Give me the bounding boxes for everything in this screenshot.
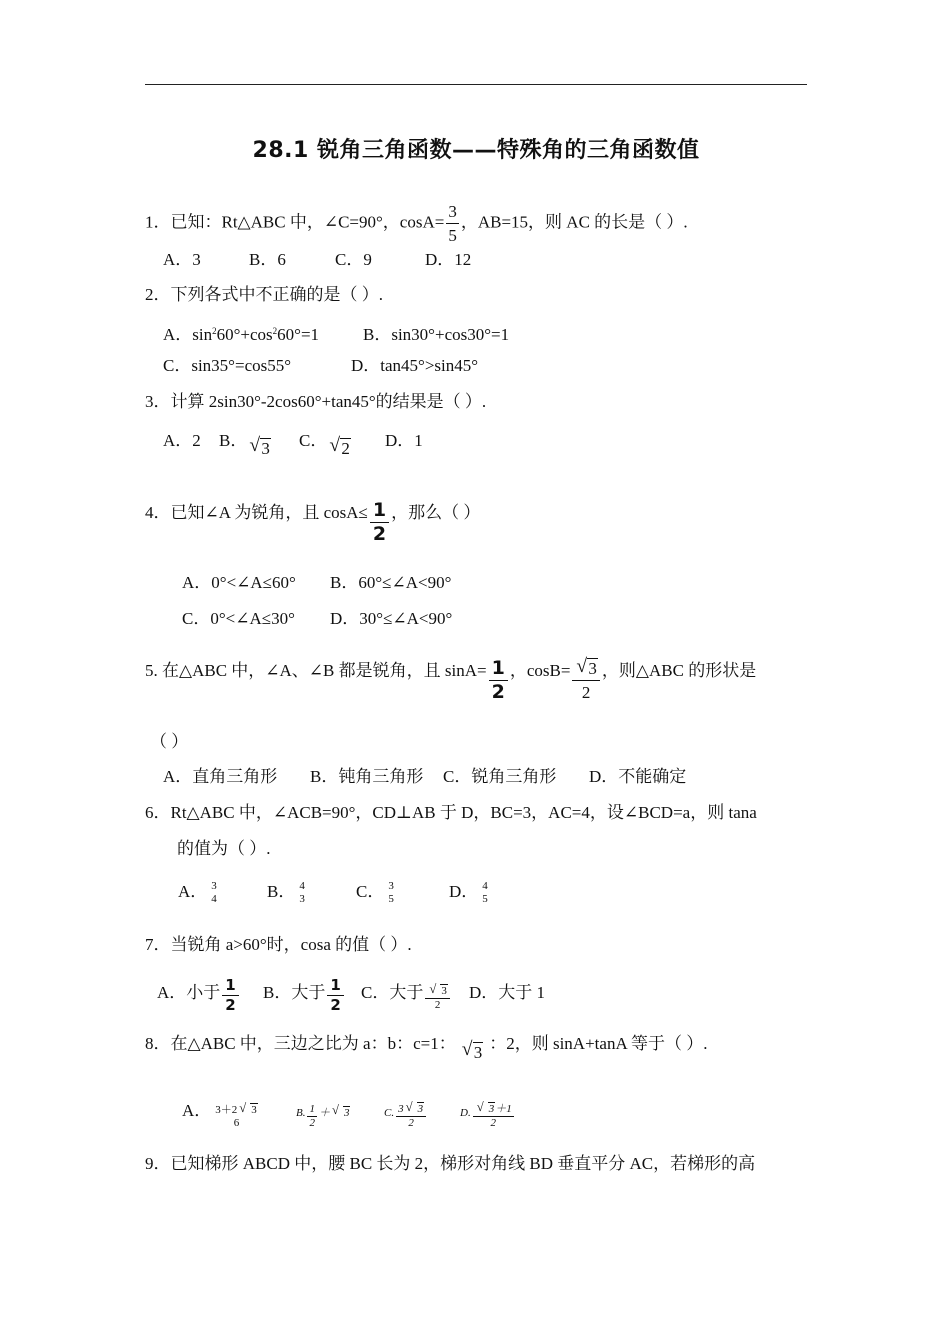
question-2-options-ab: [163, 320, 509, 346]
option-b: B. $\frac{1}{2}$ ＋ √ 3: [296, 1103, 350, 1129]
sqrt-symbol: √ 3: [239, 1101, 257, 1116]
option-c: C．大于 √ 3 2: [361, 982, 469, 1012]
sqrt-symbol: √ 3: [461, 1039, 483, 1062]
option-a: A．直角三角形: [163, 767, 278, 786]
fraction: 3 5: [388, 880, 394, 905]
option-b: B．60°≤∠A<90°: [330, 573, 452, 592]
question-8-options: [182, 1100, 516, 1130]
option-b: B． √ 3: [219, 431, 270, 458]
fraction: √ 3 2: [572, 657, 600, 704]
fraction: $\frac{1}{2}$: [370, 499, 389, 546]
option-a: A．3: [163, 250, 201, 269]
fraction: $\frac{1}{2}$: [309, 1103, 315, 1129]
option-d: D．tan45°>sin45°: [351, 356, 479, 375]
option-c: C. 3 √ 3 2: [384, 1102, 460, 1130]
question-1: 1．已知：Rt△ABC 中，∠C=90°，cosA= $\frac{3}{5}$ ，AB=15，则 AC 的长是（ ）.: [145, 202, 688, 245]
fraction: $\frac{1}{2}$: [222, 976, 238, 1015]
fraction: 3＋2 √ 3 6: [215, 1101, 257, 1129]
option-c: C．sin35°=cos55°: [163, 356, 292, 375]
sqrt-symbol: √ 3: [476, 1100, 495, 1115]
fraction: 4 5: [482, 880, 488, 905]
fraction: $\frac{1}{2}$: [327, 976, 343, 1015]
option-a: A．2: [163, 431, 201, 450]
option-d: D．30°≤∠A<90°: [330, 609, 453, 628]
question-2-options-cd: [163, 355, 478, 377]
question-6-options: [178, 880, 492, 906]
fraction: 3 4: [211, 880, 217, 905]
sqrt-symbol: √ 3: [249, 435, 270, 458]
question-1-options: [163, 249, 471, 271]
option-d: D．大于 1: [469, 983, 546, 1002]
question-3: 3．计算 2sin30°-2cos60°+tan45°的结果是（ ）.: [145, 392, 487, 411]
header-rule: [145, 84, 807, 85]
question-5-paren: （ ）: [150, 732, 189, 751]
question-5: 5. 在△ABC 中，∠A、∠B 都是锐角，且 sinA= $\frac{1}{2}$ ，cosB= √ 3 2 ，则△ABC 的形状是: [145, 656, 757, 703]
sqrt-symbol: √ 3: [429, 982, 447, 997]
question-7-options: [157, 976, 545, 1015]
option-c: C． 3 5: [356, 880, 394, 905]
option-b: B． 4 3: [267, 880, 305, 905]
question-3-options: [163, 430, 423, 458]
option-b: B．大于 $\frac{1}{2}$: [263, 976, 361, 1015]
question-2: 2．下列各式中不正确的是（ ）.: [145, 285, 383, 304]
question-6: 6．Rt△ABC 中，∠ACB=90°，CD⊥AB 于 D，BC=3，AC=4，设∠BCD=a，则 tana: [145, 803, 757, 822]
question-9: 9．已知梯形 ABCD 中，腰 BC 长为 2，梯形对角线 BD 垂直平分 AC，若梯形的高: [145, 1154, 756, 1173]
option-c: C．锐角三角形: [443, 767, 557, 786]
option-c: C．9: [335, 250, 372, 269]
option-a: A． 3＋2 √ 3 6: [182, 1100, 296, 1130]
option-a: A．$\sin^260^\circ+\cos^260^\circ=1$: [163, 325, 320, 344]
question-4-options-ab: [182, 572, 451, 594]
option-a: A．0°<∠A≤60°: [182, 573, 296, 592]
option-a: A．小于 $\frac{1}{2}$: [157, 976, 263, 1015]
fraction: √ 3 2: [425, 985, 450, 1012]
sqrt-symbol: √ 3: [331, 1103, 350, 1119]
sqrt-symbol: √ 2: [329, 435, 350, 458]
option-b: B．6: [249, 250, 286, 269]
question-4-options-cd: [182, 608, 452, 630]
option-c: C．0°<∠A≤30°: [182, 609, 295, 628]
option-b: B．钝角三角形: [310, 767, 424, 786]
question-7: 7．当锐角 a>60°时，cosa 的值（ ）.: [145, 935, 412, 954]
question-5-options: [163, 766, 686, 788]
option-d: D．12: [425, 250, 472, 269]
option-a: A． 3 4: [178, 880, 217, 905]
question-4: 4．已知∠A 为锐角，且 cosA≤ $\frac{1}{2}$ ，那么（ ）: [145, 499, 481, 545]
option-b: B．sin30°+cos30°=1: [363, 325, 510, 344]
option-d: D．不能确定: [589, 767, 687, 786]
option-c: C． √ 2: [299, 431, 350, 458]
fraction: 4 3: [299, 880, 305, 905]
option-d: D．1: [385, 431, 423, 450]
fraction: √ 3＋1 2: [473, 1103, 514, 1130]
question-6-continued: 的值为（ ）.: [177, 839, 271, 858]
page-title: 28.1 锐角三角函数——特殊角的三角函数值: [252, 138, 700, 163]
sqrt-symbol: √ 3: [576, 656, 597, 678]
sqrt-symbol: √ 3: [405, 1100, 424, 1115]
fraction: $\frac{1}{2}$: [489, 657, 508, 704]
fraction: $\frac{3}{5}$: [448, 202, 457, 245]
question-8: 8．在△ABC 中，三边之比为 a：b：c=1： √ 3 ：2，则 sinA+tanA 等于（ ）.: [145, 1034, 708, 1062]
option-d: D. √ 3＋1 2: [460, 1100, 512, 1129]
option-d: D． 4 5: [449, 880, 488, 905]
fraction: 3 √ 3 2: [396, 1103, 426, 1130]
